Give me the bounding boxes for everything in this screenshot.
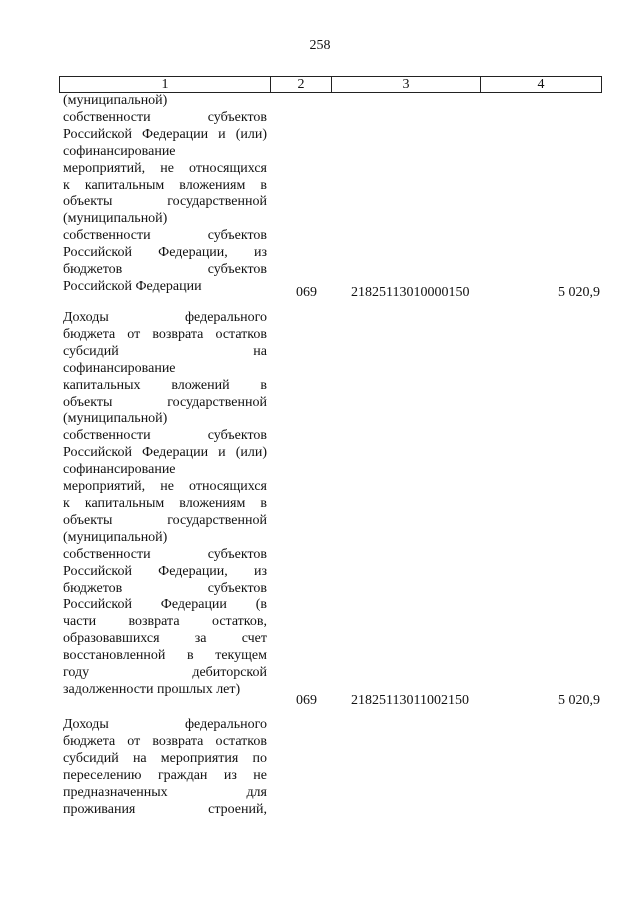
row-1-amount: 5 020,9	[558, 285, 600, 300]
header-col-3: 3	[332, 77, 481, 92]
description-line: субсидий на мероприятия по	[63, 750, 267, 766]
description-line: собственности субъектов	[63, 109, 267, 125]
description-line: софинансирование	[63, 143, 176, 159]
description-line: переселению граждан из не	[63, 767, 267, 783]
description-line: объекты государственной	[63, 394, 267, 410]
row-1-code: 069	[296, 285, 317, 300]
description-line: объекты государственной	[63, 194, 267, 210]
description-line: Доходы федерального	[63, 717, 267, 732]
row-1-description	[63, 93, 267, 296]
description-line: бюджетов субъектов	[63, 580, 267, 596]
description-line: бюджета от возврата остатков	[63, 733, 267, 749]
description-line: к капитальным вложениям в	[63, 495, 267, 511]
row-1-kbk: 21825113010000150	[351, 285, 470, 300]
description-line: предназначенных для	[63, 784, 267, 800]
row-2-amount: 5 020,9	[558, 693, 600, 708]
header-col-4: 4	[537, 77, 545, 92]
description-line: восстановленной в текущем	[63, 648, 267, 664]
description-line: году дебиторской	[63, 665, 267, 681]
description-line: бюджетов субъектов	[63, 262, 267, 278]
description-line: мероприятий, не относящихся	[63, 160, 267, 176]
description-line: собственности субъектов	[63, 546, 267, 562]
description-line: образовавшихся за счет	[63, 631, 267, 647]
description-line: Российской Федерации	[63, 278, 202, 294]
description-line: Российской Федерации и (или)	[63, 445, 267, 461]
description-line: (муниципальной)	[63, 411, 168, 427]
description-line: собственности субъектов	[63, 428, 267, 444]
row-3-description	[63, 717, 267, 818]
description-line: Доходы федерального	[63, 310, 267, 325]
row-2-description	[63, 310, 267, 699]
description-line: софинансирование	[63, 462, 176, 478]
description-line: субсидий на	[63, 343, 267, 359]
header-col-1: 1	[60, 77, 271, 92]
description-line: Российской Федерации, из	[63, 563, 267, 579]
row-2-kbk: 21825113011002150	[351, 693, 469, 708]
description-line: к капитальным вложениям в	[63, 177, 267, 193]
description-line: (муниципальной)	[63, 529, 168, 545]
description-line: бюджета от возврата остатков	[63, 326, 267, 342]
description-line: Российской Федерации, из	[63, 245, 267, 261]
description-line: (муниципальной)	[63, 93, 168, 108]
description-line: капитальных вложений в	[63, 377, 267, 393]
description-line: Российской Федерации и (или)	[63, 126, 267, 142]
description-line: части возврата остатков,	[63, 614, 267, 630]
description-line: софинансирование	[63, 360, 176, 376]
description-line: (муниципальной)	[63, 211, 168, 227]
page-number: 258	[309, 38, 331, 53]
description-line: собственности субъектов	[63, 228, 267, 244]
description-line: Российской Федерации (в	[63, 597, 267, 613]
description-line: задолженности прошлых лет)	[63, 681, 241, 697]
header-col-2: 2	[271, 77, 332, 92]
description-line: мероприятий, не относящихся	[63, 479, 267, 495]
description-line: объекты государственной	[63, 512, 267, 528]
table-header-row	[59, 76, 602, 93]
row-2-code: 069	[296, 693, 317, 708]
description-line: проживания строений,	[63, 801, 267, 817]
